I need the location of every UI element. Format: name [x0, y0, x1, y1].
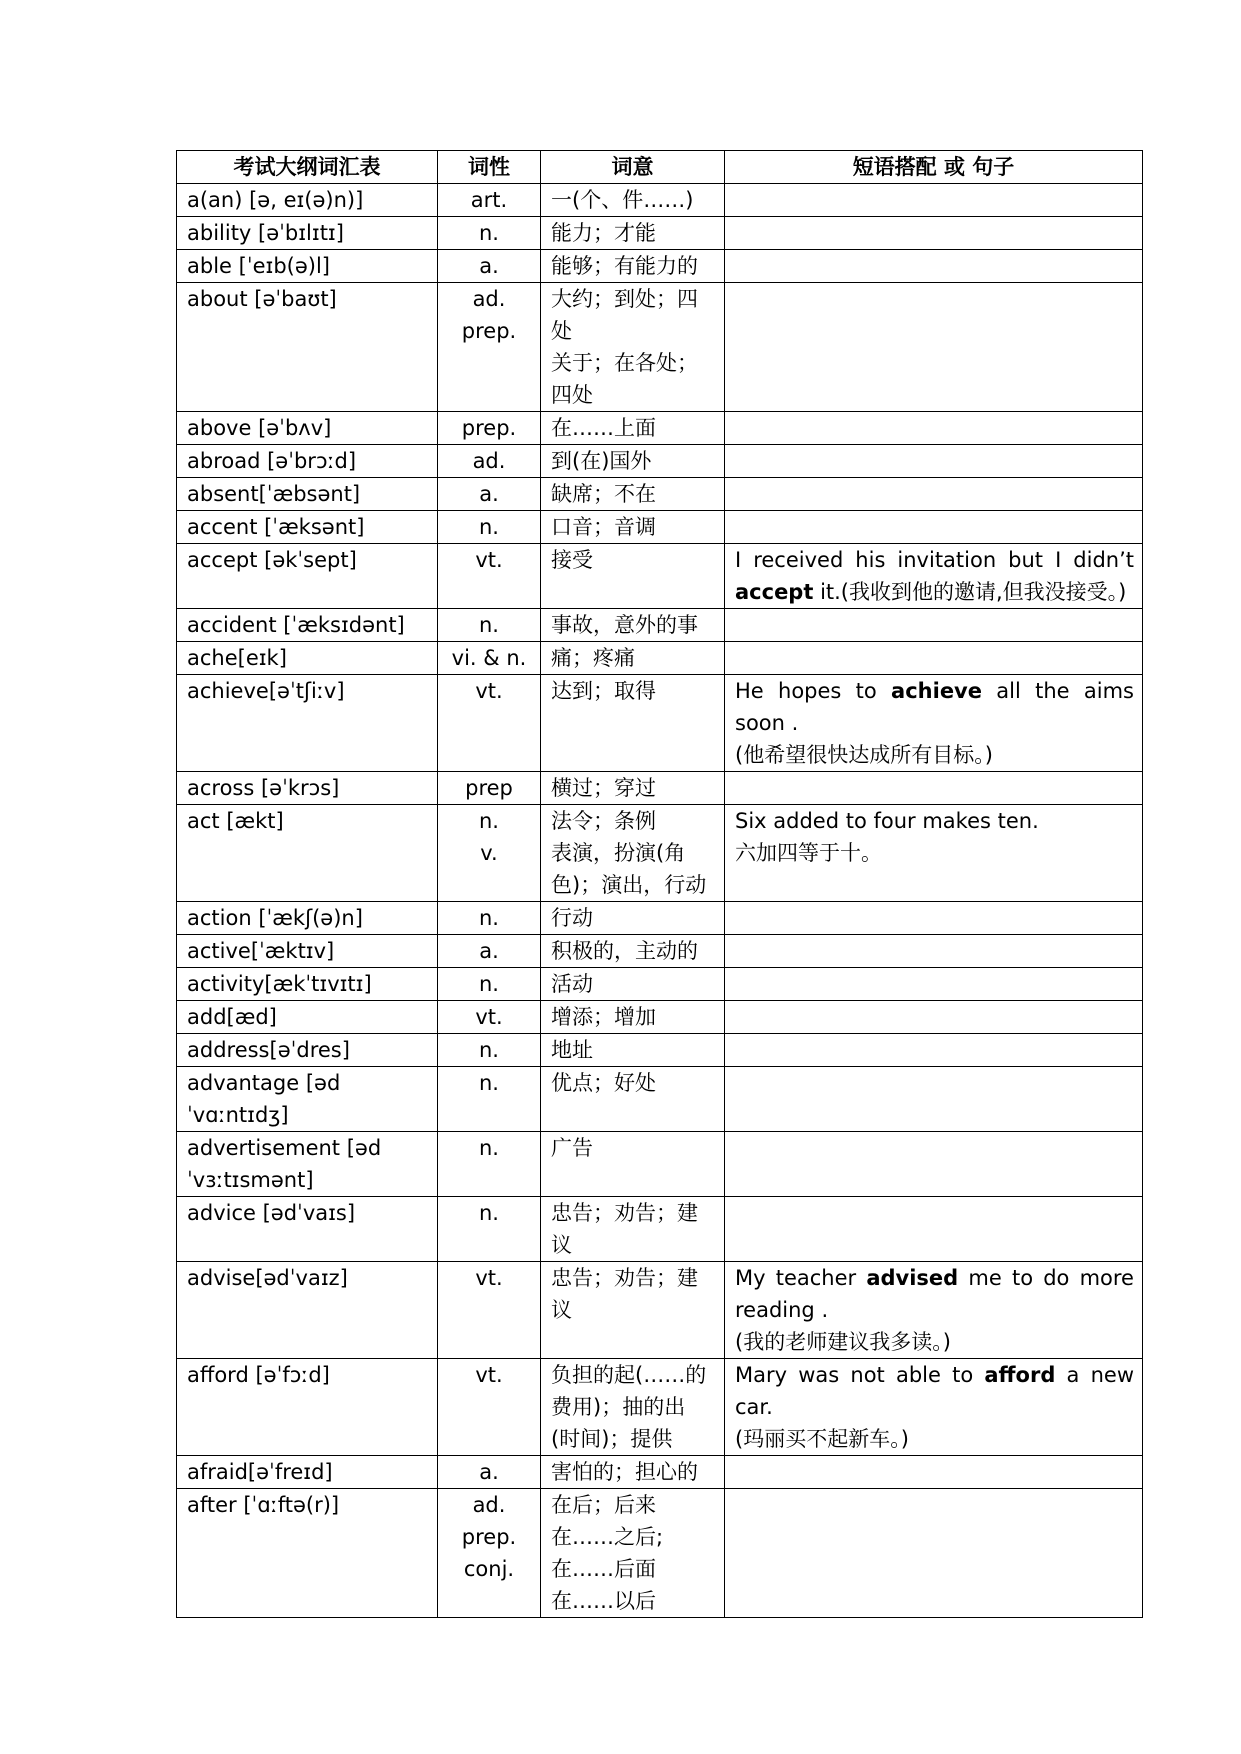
- word-cell: [177, 544, 438, 609]
- word-text: activity[ækˈtɪvɪtɪ]: [187, 972, 372, 996]
- example-cell: [725, 902, 1143, 935]
- meaning-cell: [541, 805, 725, 902]
- word-cell: [177, 1262, 438, 1359]
- meaning-text: 表演，扮演(角色)；演出，行动: [551, 841, 707, 897]
- meaning-cell: [541, 609, 725, 642]
- table-row: [177, 1197, 1143, 1262]
- pos-text: ad.: [472, 1493, 506, 1517]
- pos-cell: [438, 544, 541, 609]
- meaning-cell: [541, 478, 725, 511]
- word-text: advantage [ədˈvɑːntɪdʒ]: [187, 1071, 341, 1127]
- example-cell: [725, 250, 1143, 283]
- pos-text: n.: [479, 613, 499, 637]
- word-text: ache[eɪk]: [187, 646, 287, 670]
- word-cell: [177, 445, 438, 478]
- meaning-cell: [541, 1262, 725, 1359]
- pos-text: vt.: [475, 679, 503, 703]
- example-cell: [725, 184, 1143, 217]
- word-cell: [177, 250, 438, 283]
- word-text: active[ˈæktɪv]: [187, 939, 335, 963]
- pos-cell: [438, 935, 541, 968]
- pos-cell: [438, 642, 541, 675]
- pos-cell: [438, 511, 541, 544]
- pos-cell: [438, 250, 541, 283]
- example-keyword: advised: [866, 1266, 959, 1290]
- header-pos: 词性: [438, 151, 541, 184]
- example-cell: [725, 935, 1143, 968]
- word-text: address[əˈdres]: [187, 1038, 350, 1062]
- pos-text: ad.: [472, 449, 506, 473]
- example-cell: [725, 642, 1143, 675]
- meaning-cell: [541, 1359, 725, 1456]
- meaning-text: 在……以后: [551, 1589, 656, 1613]
- word-cell: [177, 1456, 438, 1489]
- word-cell: [177, 968, 438, 1001]
- table-row: [177, 184, 1143, 217]
- example-cell: [725, 511, 1143, 544]
- word-text: advertisement [ədˈvɜːtɪsmənt]: [187, 1136, 382, 1192]
- example-keyword: accept: [735, 580, 814, 604]
- pos-text: art.: [470, 188, 508, 212]
- meaning-text: 优点；好处: [551, 1071, 656, 1095]
- pos-cell: [438, 1359, 541, 1456]
- table-row: [177, 1034, 1143, 1067]
- word-text: above [əˈbʌv]: [187, 416, 332, 440]
- word-text: abroad [əˈbrɔːd]: [187, 449, 357, 473]
- word-cell: [177, 283, 438, 412]
- pos-cell: [438, 283, 541, 412]
- example-cell: [725, 1359, 1143, 1456]
- table-row: [177, 250, 1143, 283]
- word-text: about [əˈbaʊt]: [187, 287, 337, 311]
- meaning-cell: [541, 642, 725, 675]
- pos-text: prep.: [461, 1525, 517, 1549]
- meaning-text: 缺席；不在: [551, 482, 656, 506]
- meaning-cell: [541, 412, 725, 445]
- word-text: ability [əˈbɪlɪtɪ]: [187, 221, 344, 245]
- meaning-cell: [541, 935, 725, 968]
- example-cell: [725, 1456, 1143, 1489]
- pos-text: prep.: [461, 319, 517, 343]
- table-row: [177, 511, 1143, 544]
- table-row: [177, 217, 1143, 250]
- pos-cell: [438, 1197, 541, 1262]
- word-cell: [177, 772, 438, 805]
- pos-text: a.: [479, 939, 499, 963]
- word-cell: [177, 1359, 438, 1456]
- table-row: [177, 412, 1143, 445]
- table-row: [177, 1489, 1143, 1618]
- example-keyword: achieve: [891, 679, 982, 703]
- meaning-cell: [541, 1456, 725, 1489]
- meaning-text: 一(个、件……): [551, 188, 694, 212]
- example-sentence: (我的老师建议我多读。): [735, 1330, 951, 1354]
- example-cell: [725, 675, 1143, 772]
- pos-text: vt.: [475, 1266, 503, 1290]
- example-sentence: He hopes to achieve all the aims soon .: [735, 679, 1134, 735]
- word-text: absent[ˈæbsənt]: [187, 482, 361, 506]
- pos-cell: [438, 1262, 541, 1359]
- word-cell: [177, 412, 438, 445]
- table-row: [177, 1456, 1143, 1489]
- word-text: accept [əkˈsept]: [187, 548, 357, 572]
- word-text: able [ˈeɪb(ə)l]: [187, 254, 330, 278]
- word-cell: [177, 642, 438, 675]
- table-row: [177, 445, 1143, 478]
- meaning-text: 到(在)国外: [551, 449, 652, 473]
- pos-cell: [438, 675, 541, 772]
- word-cell: [177, 609, 438, 642]
- example-cell: [725, 1132, 1143, 1197]
- meaning-text: 能力；才能: [551, 221, 656, 245]
- meaning-text: 在……上面: [551, 416, 656, 440]
- word-text: add[æd]: [187, 1005, 277, 1029]
- meaning-cell: [541, 1132, 725, 1197]
- example-sentence: My teacher advised me to do more reading .: [735, 1266, 1134, 1322]
- meaning-text: 口音；音调: [551, 515, 656, 539]
- table-row: [177, 1262, 1143, 1359]
- meaning-text: 在后；后来: [551, 1493, 656, 1517]
- example-cell: [725, 283, 1143, 412]
- meaning-cell: [541, 772, 725, 805]
- word-cell: [177, 1001, 438, 1034]
- pos-text: n.: [479, 1071, 499, 1095]
- pos-cell: [438, 478, 541, 511]
- example-cell: [725, 478, 1143, 511]
- pos-text: vt.: [475, 548, 503, 572]
- word-cell: [177, 902, 438, 935]
- example-cell: [725, 412, 1143, 445]
- meaning-text: 接受: [551, 548, 593, 572]
- meaning-cell: [541, 902, 725, 935]
- pos-text: n.: [479, 809, 499, 833]
- table-row: [177, 1067, 1143, 1132]
- word-text: across [əˈkrɔs]: [187, 776, 340, 800]
- word-text: advice [ədˈvaɪs]: [187, 1201, 356, 1225]
- table-row: [177, 283, 1143, 412]
- word-cell: [177, 1067, 438, 1132]
- pos-cell: [438, 1001, 541, 1034]
- example-cell: [725, 805, 1143, 902]
- meaning-text: 活动: [551, 972, 593, 996]
- meaning-text: 积极的，主动的: [551, 939, 698, 963]
- example-sentence: I received his invitation but I didn’t accept it.(我收到他的邀请,但我没接受。): [735, 548, 1134, 604]
- pos-text: conj.: [463, 1557, 515, 1581]
- pos-cell: [438, 902, 541, 935]
- word-cell: [177, 1197, 438, 1262]
- table-row: [177, 1132, 1143, 1197]
- meaning-text: 痛；疼痛: [551, 646, 635, 670]
- meaning-text: 地址: [551, 1038, 593, 1062]
- word-text: act [ækt]: [187, 809, 284, 833]
- pos-text: n.: [479, 972, 499, 996]
- pos-cell: [438, 1034, 541, 1067]
- pos-cell: [438, 805, 541, 902]
- pos-cell: [438, 1132, 541, 1197]
- word-cell: [177, 478, 438, 511]
- meaning-cell: [541, 1001, 725, 1034]
- meaning-text: 事故，意外的事: [551, 613, 698, 637]
- example-cell: [725, 1197, 1143, 1262]
- meaning-cell: [541, 217, 725, 250]
- meaning-text: 关于；在各处；四处: [551, 351, 698, 407]
- pos-text: a.: [479, 254, 499, 278]
- meaning-cell: [541, 511, 725, 544]
- word-text: a(an) [ə, eɪ(ə)n)]: [187, 188, 364, 212]
- meaning-text: 广告: [551, 1136, 593, 1160]
- pos-text: v.: [480, 841, 498, 865]
- word-cell: [177, 511, 438, 544]
- table-row: [177, 544, 1143, 609]
- word-cell: [177, 1489, 438, 1618]
- table-row: [177, 609, 1143, 642]
- table-row: [177, 478, 1143, 511]
- example-cell: [725, 772, 1143, 805]
- header-word: 考试大纲词汇表: [177, 151, 438, 184]
- example-cell: [725, 968, 1143, 1001]
- word-cell: [177, 217, 438, 250]
- meaning-text: 负担的起(……的费用)；抽的出(时间)；提供: [551, 1363, 707, 1451]
- pos-cell: [438, 184, 541, 217]
- meaning-cell: [541, 184, 725, 217]
- table-row: [177, 902, 1143, 935]
- example-sentence: Mary was not able to afford a new car.: [735, 1363, 1134, 1419]
- header-row: [177, 151, 1143, 184]
- meaning-text: 在……之后;在……后面: [551, 1525, 664, 1581]
- meaning-text: 达到；取得: [551, 679, 656, 703]
- pos-cell: [438, 772, 541, 805]
- meaning-cell: [541, 250, 725, 283]
- table-row: [177, 642, 1143, 675]
- pos-text: n.: [479, 1201, 499, 1225]
- meaning-text: 大约；到处；四处: [551, 287, 698, 343]
- example-sentence: 六加四等于十。: [735, 841, 882, 865]
- example-cell: [725, 1262, 1143, 1359]
- pos-cell: [438, 412, 541, 445]
- pos-text: vi. & n.: [451, 646, 527, 670]
- pos-text: vt.: [475, 1005, 503, 1029]
- word-text: action [ˈækʃ(ə)n]: [187, 906, 363, 930]
- meaning-text: 横过；穿过: [551, 776, 656, 800]
- pos-text: n.: [479, 906, 499, 930]
- meaning-cell: [541, 283, 725, 412]
- pos-cell: [438, 1489, 541, 1618]
- pos-text: ad.: [472, 287, 506, 311]
- word-text: after [ˈɑːftə(r)]: [187, 1493, 340, 1517]
- example-cell: [725, 1489, 1143, 1618]
- table-row: [177, 805, 1143, 902]
- pos-cell: [438, 968, 541, 1001]
- meaning-text: 害怕的；担心的: [551, 1460, 698, 1484]
- word-cell: [177, 935, 438, 968]
- pos-text: prep: [465, 776, 513, 800]
- pos-cell: [438, 217, 541, 250]
- word-text: advise[ədˈvaɪz]: [187, 1266, 348, 1290]
- word-cell: [177, 1132, 438, 1197]
- example-cell: [725, 217, 1143, 250]
- pos-text: n.: [479, 515, 499, 539]
- pos-text: prep.: [461, 416, 517, 440]
- meaning-cell: [541, 544, 725, 609]
- meaning-text: 法令；条例: [551, 809, 656, 833]
- example-cell: [725, 445, 1143, 478]
- meaning-text: 增添；增加: [551, 1005, 656, 1029]
- word-cell: [177, 1034, 438, 1067]
- header-meaning: 词意: [541, 151, 725, 184]
- table-row: [177, 1001, 1143, 1034]
- word-cell: [177, 675, 438, 772]
- meaning-text: 行动: [551, 906, 593, 930]
- example-cell: [725, 1001, 1143, 1034]
- table-row: [177, 675, 1143, 772]
- word-cell: [177, 184, 438, 217]
- table-row: [177, 935, 1143, 968]
- pos-text: n.: [479, 1038, 499, 1062]
- meaning-cell: [541, 1489, 725, 1618]
- pos-text: n.: [479, 1136, 499, 1160]
- meaning-cell: [541, 1067, 725, 1132]
- example-cell: [725, 1034, 1143, 1067]
- header-example: 短语搭配 或 句子: [725, 151, 1143, 184]
- word-text: afraid[əˈfreɪd]: [187, 1460, 333, 1484]
- pos-text: n.: [479, 221, 499, 245]
- meaning-cell: [541, 675, 725, 772]
- example-cell: [725, 544, 1143, 609]
- meaning-cell: [541, 1197, 725, 1262]
- table-row: [177, 772, 1143, 805]
- meaning-cell: [541, 1034, 725, 1067]
- example-sentence: (他希望很快达成所有目标。): [735, 743, 993, 767]
- pos-cell: [438, 445, 541, 478]
- meaning-cell: [541, 445, 725, 478]
- table-body: [177, 184, 1143, 1618]
- word-text: accent [ˈæksənt]: [187, 515, 365, 539]
- word-text: achieve[əˈtʃiːv]: [187, 679, 345, 703]
- example-cell: [725, 609, 1143, 642]
- example-sentence: (玛丽买不起新车。): [735, 1427, 909, 1451]
- pos-text: a.: [479, 1460, 499, 1484]
- meaning-text: 忠告；劝告；建议: [551, 1201, 698, 1257]
- table-row: [177, 968, 1143, 1001]
- example-sentence: Six added to four makes ten.: [735, 809, 1039, 833]
- table-row: [177, 1359, 1143, 1456]
- example-keyword: afford: [984, 1363, 1056, 1387]
- example-cell: [725, 1067, 1143, 1132]
- word-text: accident [ˈæksɪdənt]: [187, 613, 405, 637]
- meaning-cell: [541, 968, 725, 1001]
- vocabulary-table: [176, 150, 1143, 1618]
- pos-cell: [438, 1456, 541, 1489]
- word-text: afford [əˈfɔːd]: [187, 1363, 330, 1387]
- pos-text: vt.: [475, 1363, 503, 1387]
- pos-text: a.: [479, 482, 499, 506]
- pos-cell: [438, 1067, 541, 1132]
- pos-cell: [438, 609, 541, 642]
- word-cell: [177, 805, 438, 902]
- meaning-text: 忠告；劝告；建议: [551, 1266, 698, 1322]
- meaning-text: 能够；有能力的: [551, 254, 698, 278]
